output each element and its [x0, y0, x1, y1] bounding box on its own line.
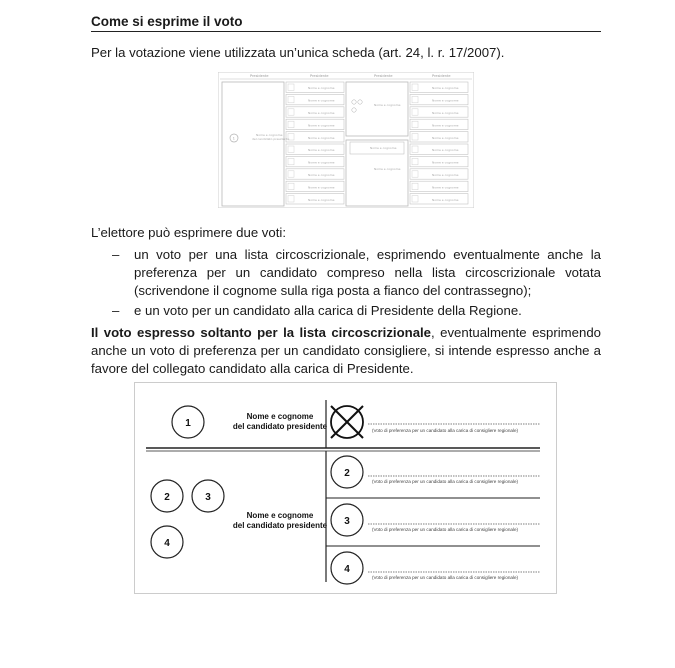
top-circle-label: 1 — [185, 418, 191, 429]
thumb-row-text: Nome e cognome — [432, 135, 459, 140]
thumb-mid-top-text: Nome e cognome — [374, 103, 401, 107]
thumb-row-text: Nome e cognome — [432, 148, 459, 153]
thumb-mid-bottom-text: Nome e cognome — [374, 167, 401, 171]
list-row-3-hint: (Voto di preferenza per un candidato alla carica di consigliere regionale) — [372, 527, 519, 532]
top-name-line1: Nome e cognome — [246, 412, 314, 421]
thumb-header-1: Presidente — [250, 74, 269, 78]
thumb-row-text: Nome e cognome — [432, 111, 459, 115]
thumb-circle-label: 1 — [232, 136, 235, 141]
list-item — [91, 302, 601, 320]
ballot-example-diagram — [134, 382, 557, 594]
thumb-row-text: Nome e cognome — [432, 197, 459, 202]
thumb-row-text: Nome e cognome — [308, 160, 335, 165]
list-circle-2-label: 2 — [344, 468, 350, 479]
thumb-row-text: Nome e cognome — [308, 135, 335, 140]
thumb-row-text: Nome e cognome — [308, 185, 335, 190]
thumb-left-text-1: Nome e cognome — [256, 133, 283, 137]
bottom-name-line2: del candidato presidente — [232, 521, 328, 530]
thumb-row-text: Nome e cognome — [308, 123, 335, 128]
thumb-row-text: Nome e cognome — [308, 86, 335, 91]
thumb-mid-row-text: Nome e cognome — [370, 146, 397, 150]
list-row-2-hint: (Voto di preferenza per un candidato alla carica di consigliere regionale) — [372, 479, 519, 484]
document-page — [91, 14, 601, 580]
list-row-4-hint: (Voto di preferenza per un candidato alla carica di consigliere regionale) — [372, 575, 519, 580]
list-item-text: un voto per una lista circoscrizionale, esprimendo eventualmente anche la preferenza per un candidato compreso nella lista circoscrizionale votata (scrivendone il cognome sulla riga posta a fianco del contrassegno); — [134, 247, 601, 298]
rule-bold-text: Il voto espresso soltanto per la lista circoscrizionale — [91, 325, 432, 340]
thumb-row-text: Nome e cognome — [432, 185, 459, 190]
thumb-row-text: Nome e cognome — [308, 173, 335, 177]
thumb-row-text: Nome e cognome — [432, 98, 459, 103]
thumb-row-text: Nome e cognome — [308, 111, 335, 115]
left-circle-2-label: 2 — [164, 492, 170, 503]
section-title: Come si esprime il voto — [91, 14, 601, 32]
list-item-text: e un voto per un candidato alla carica di Presidente della Regione. — [134, 303, 522, 318]
ballot-thumbnail — [218, 72, 474, 208]
vote-options-list — [91, 246, 601, 322]
voters-line: L’elettore può esprimere due voti: — [91, 225, 286, 240]
thumb-row-text: Nome e cognome — [432, 160, 459, 165]
thumb-row-text: Nome e cognome — [308, 98, 335, 103]
list-dash: – — [112, 247, 120, 262]
top-name-line2: del candidato presidente — [232, 422, 328, 431]
list-circle-4-label: 4 — [344, 564, 350, 575]
thumb-header-2: Presidente — [310, 74, 329, 78]
thumb-row-text: Nome e cognome — [308, 148, 335, 153]
thumb-row-text: Nome e cognome — [432, 86, 459, 91]
rule-paragraph — [91, 324, 601, 378]
bottom-name-line1: Nome e cognome — [246, 511, 314, 520]
rule-rest-text: , eventualmente esprimendo anche un voto di preferenza per un candidato consigliere, si intende espresso anche a favore del collegato candidato alla carica di Presidente. — [91, 325, 601, 376]
thumb-header-3: Presidente — [374, 74, 393, 78]
thumb-row-text: Nome e cognome — [308, 197, 335, 202]
thumb-header-4: Presidente — [432, 74, 451, 78]
left-circle-3-label: 3 — [205, 492, 211, 503]
left-circle-4-label: 4 — [164, 538, 170, 549]
top-preference-hint: (Voto di preferenza per un candidato alla carica di consigliere regionale) — [372, 428, 519, 433]
intro-paragraph: Per la votazione viene utilizzata un’unica scheda (art. 24, l. r. 17/2007). — [91, 45, 505, 60]
thumb-row-text: Nome e cognome — [432, 173, 459, 177]
list-dash: – — [112, 303, 120, 318]
list-circle-3-label: 3 — [344, 516, 350, 527]
thumb-row-text: Nome e cognome — [432, 123, 459, 128]
list-item — [91, 246, 601, 300]
thumb-left-text-2: del candidato presidente — [252, 137, 290, 141]
